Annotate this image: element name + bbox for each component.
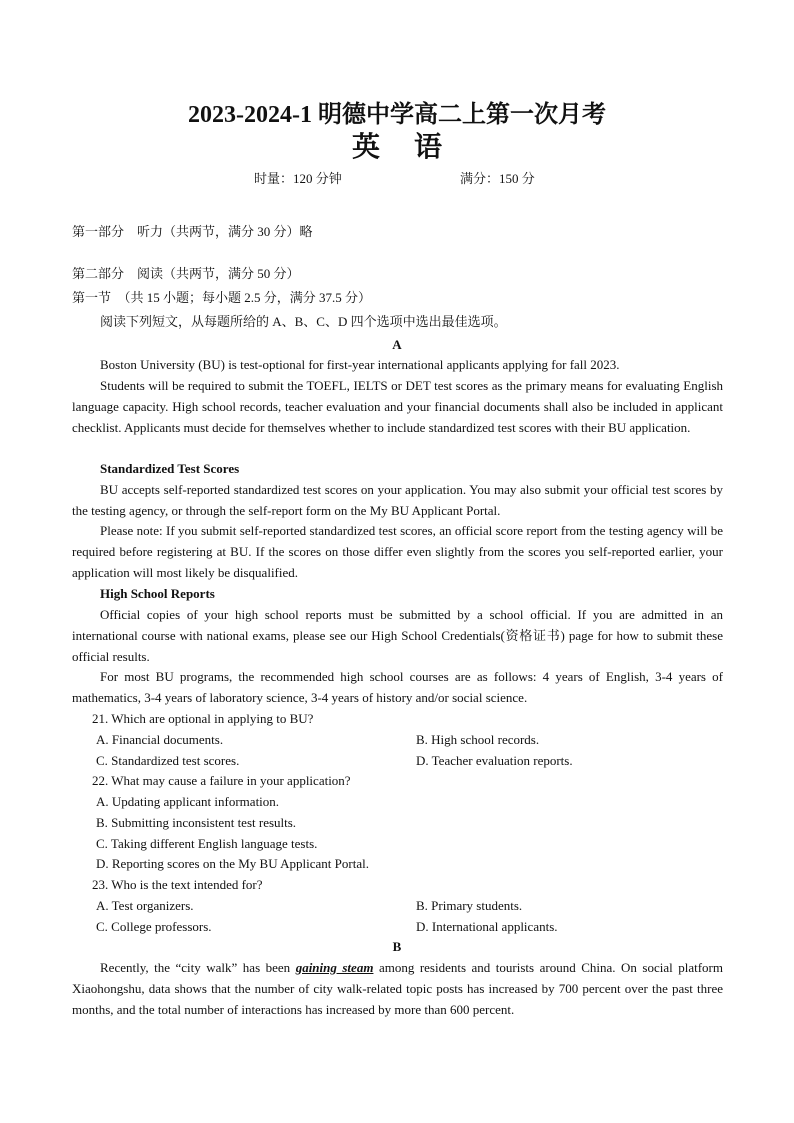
time-limit: 时量：120 分钟	[254, 171, 342, 186]
question-21-option-d: D. Teacher evaluation reports.	[416, 753, 573, 768]
question-22-option-b: B. Submitting inconsistent test results.	[96, 815, 297, 830]
passage-a-subheading-1: Standardized Test Scores	[100, 461, 240, 476]
reading-instruction: 阅读下列短文，从每题所给的 A、B、C、D 四个选项中选出最佳选项。	[100, 314, 507, 329]
question-23-stem: 23. Who is the text intended for?	[92, 877, 263, 892]
passage-a-label: A	[392, 337, 402, 352]
emphasized-phrase: gaining steam	[295, 960, 374, 975]
part1-heading: 第一部分 听力（共两节，满分 30 分）略	[72, 224, 313, 239]
passage-b-text-end: among residents and tourists around China. On social platform Xiaohongshu, data shows that the number of city walk-related topic posts has increased by 700 percent over the past three months, and the total number of interactions has increased by more than 600 percent.	[72, 960, 723, 1017]
question-21-option-a: A. Financial documents.	[96, 732, 224, 747]
question-22-option-c: C. Taking different English language tests.	[96, 836, 318, 851]
passage-b-paragraph-1	[72, 958, 723, 1020]
question-21-stem: 21. Which are optional in applying to BU?	[92, 711, 314, 726]
question-22-option-d: D. Reporting scores on the My BU Applicant Portal.	[96, 856, 369, 871]
passage-a-paragraph-1: Boston University (BU) is test-optional for first-year international applicants applying for fall 2023.	[100, 357, 620, 372]
question-21-option-c: C. Standardized test scores.	[96, 753, 240, 768]
part2-heading: 第二部分 阅读（共两节，满分 50 分）	[72, 266, 300, 281]
question-21-option-b: B. High school records.	[416, 732, 540, 747]
exam-title: 2023-2024-1 明德中学高二上第一次月考	[188, 102, 606, 128]
subject-title: 英语	[351, 132, 476, 163]
passage-b-label: B	[392, 939, 402, 954]
passage-a-paragraph-4: Please note: If you submit self-reported standardized test scores, an official score report from the testing agency will be required before registering at BU. If the scores on those differ even slightly from the scores you self-reported earlier, your application will most likely be disqualified.	[72, 523, 723, 580]
question-22-stem: 22. What may cause a failure in your application?	[92, 773, 351, 788]
question-23-option-b: B. Primary students.	[416, 898, 523, 913]
passage-b-text-start: Recently, the “city walk” has been	[100, 960, 296, 975]
passage-a-paragraph-2: Students will be required to submit the TOEFL, IELTS or DET test scores as the primary means for evaluating English language capacity. High school records, teacher evaluation and your financial documents shall also be included in applicant checklist. Applicants must decide for themselves whether to include standardized test scores with their BU application.	[72, 378, 723, 435]
question-23-option-c: C. College professors.	[96, 919, 212, 934]
passage-a-paragraph-3: BU accepts self-reported standardized test scores on your application. You may also submit your official test scores by the testing agency, or through the self-report form on the My BU Applicant Portal.	[72, 482, 723, 518]
full-score: 满分：150 分	[460, 171, 535, 186]
question-22-option-a: A. Updating applicant information.	[96, 794, 280, 809]
section1-heading: 第一节 （共 15 小题；每小题 2.5 分，满分 37.5 分）	[72, 290, 372, 305]
question-23-option-d: D. International applicants.	[416, 919, 558, 934]
passage-a-paragraph-5: Official copies of your high school reports must be submitted by a school official. If you are admitted in an international course with national exams, please see our High School Credentials(资格证书) page for how to submit these official results.	[72, 607, 723, 664]
passage-a-subheading-2: High School Reports	[100, 586, 215, 601]
passage-a-paragraph-6: For most BU programs, the recommended high school courses are as follows: 4 years of English, 3-4 years of mathematics, 3-4 years of laboratory science, 3-4 years of history and/or social science.	[72, 669, 723, 705]
question-23-option-a: A. Test organizers.	[96, 898, 194, 913]
